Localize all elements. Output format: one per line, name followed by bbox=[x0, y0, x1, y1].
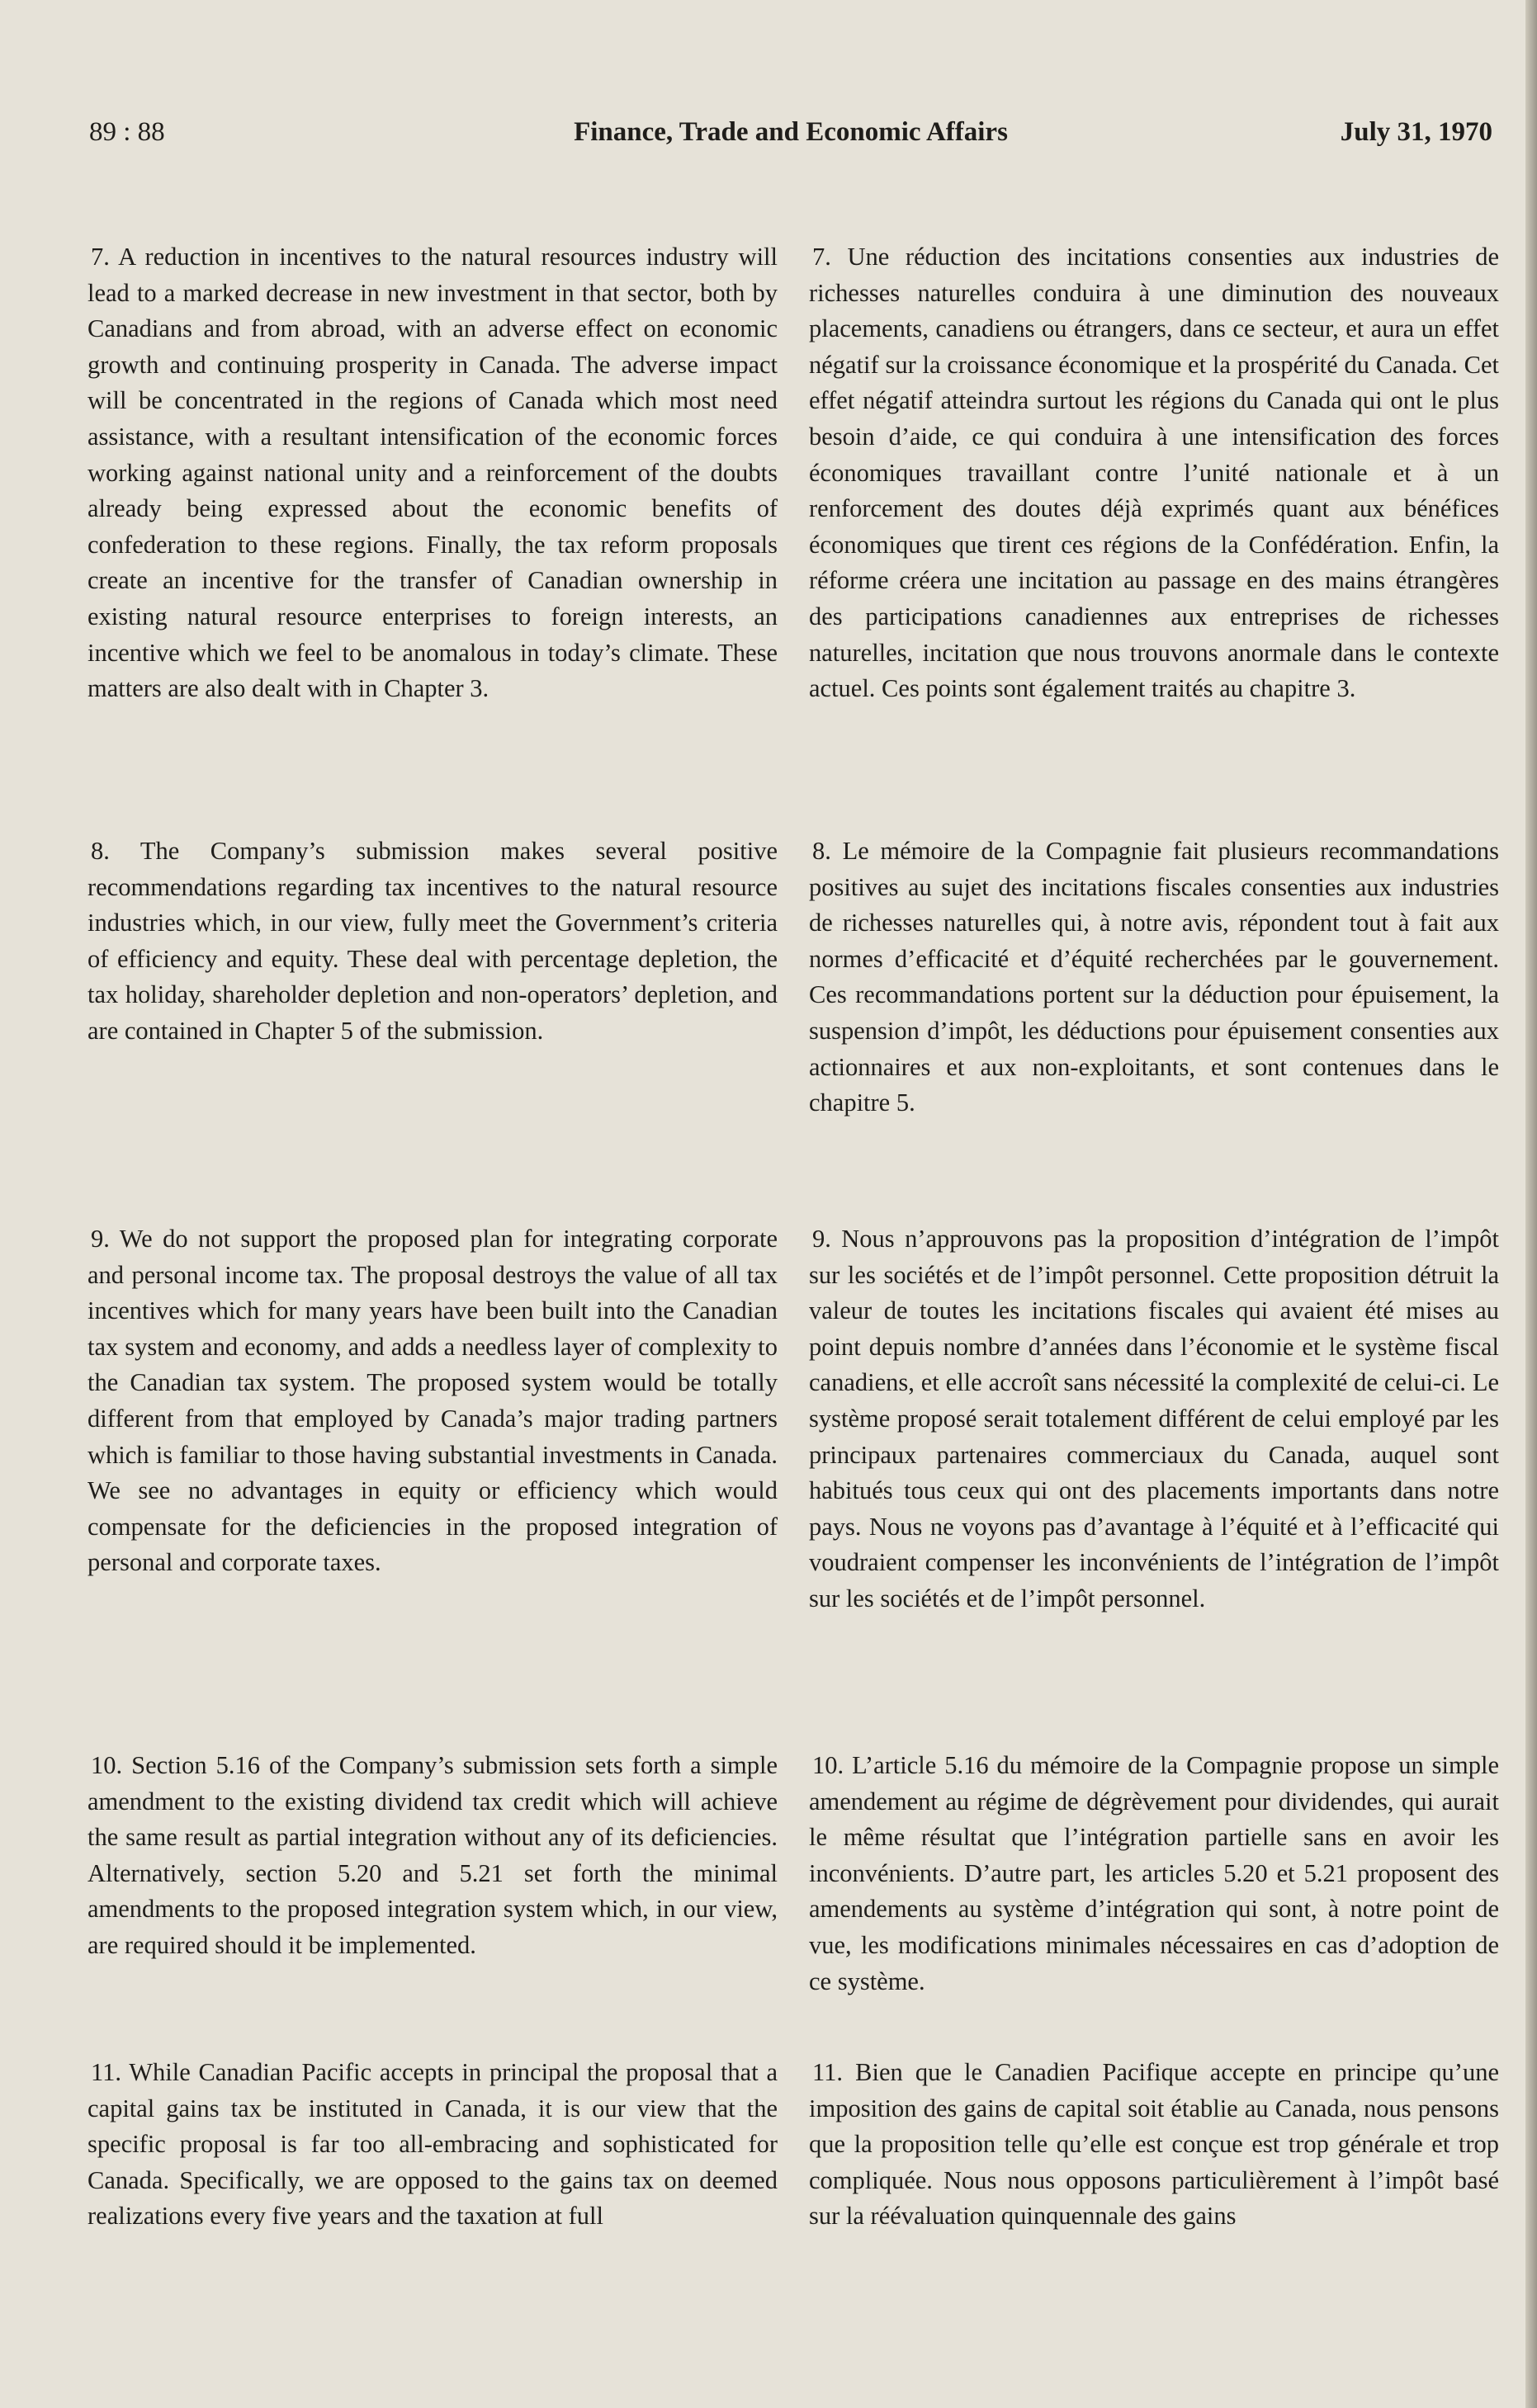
page-date: July 31, 1970 bbox=[1340, 117, 1492, 147]
page-edge bbox=[1525, 0, 1537, 2408]
french-paragraph-7: 7. Une réduction des incitations consenties aux industries de richesses naturelles conduira à une diminution des nouveaux placements, canadiens ou étrangers, dans ce secteur, et aura un effet négatif sur la croissance économique et la prospérité du Canada. Cet effet négatif atteindra surtout les régions du Canada qui ont le plus besoin d’aide, ce qui conduira à une intensification des forces économiques travaillant contre l’unité nationale et à un renforcement des doutes déjà exprimés quant aux bénéfices économiques que tirent ces régions de la Confédération. Enfin, la réforme créera une incitation au passage en des mains étrangères des participations canadiennes aux entreprises de richesses naturelles, incitation que nous trouvons anormale dans le contexte actuel. Ces points sont également traités au chapitre 3. bbox=[809, 243, 1499, 703]
english-paragraph-8: 8. The Company’s submission makes several positive recommendations regarding tax incentives to the natural resource industries which, in our view, fully meet the Government’s criteria of efficiency and equity. These deal with percentage depletion, the tax holiday, shareholder depletion and non-operators’ depletion, and are contained in Chapter 5 of the submission. bbox=[87, 837, 778, 1045]
french-paragraph-9: 9. Nous n’approuvons pas la proposition d’intégration de l’impôt sur les sociétés et de l’impôt personnel. Cette proposition détruit la valeur de toutes les incitations fiscales qui avaient été mises au point depuis nombre d’années dans l’économie et le système fiscal canadiens, et elle accroît sans nécessité la complexité de celui-ci. Le système proposé serait totalement différent de celui employé par les principaux partenaires commerciaux du Canada, auquel sont habitués tous ceux qui ont des placements importants dans notre pays. Nous ne voyons pas d’avantage à l’équité et à l’efficacité qui voudraient compenser les inconvénients de l’intégration de l’impôt sur les sociétés et de l’impôt personnel. bbox=[809, 1225, 1499, 1612]
page-title: Finance, Trade and Economic Affairs bbox=[574, 117, 1008, 147]
french-paragraph-11: 11. Bien que le Canadien Pacifique accepte en principe qu’une imposition des gains de capital soit établie au Canada, nous pensons que la proposition telle qu’elle est conçue est trop générale et trop compliquée. Nous nous opposons particulièrement à l’impôt basé sur la réévaluation quinquennale des gains bbox=[809, 2058, 1499, 2231]
english-paragraph-9: 9. We do not support the proposed plan for integrating corporate and personal income tax. The proposal destroys the value of all tax incentives which for many years have been built into the Canadian tax system and economy, and adds a needless layer of complexity to the Canadian tax system. The proposed system would be totally different from that employed by Canada’s major trading partners which is familiar to those having substantial investments in Canada. We see no advantages in equity or efficiency which would compensate for the deficiencies in the proposed integration of personal and corporate taxes. bbox=[87, 1225, 778, 1577]
english-paragraph-10: 10. Section 5.16 of the Company’s submission sets forth a simple amendment to the existing dividend tax credit which will achieve the same result as partial integration without any of its deficiencies. Alternatively, section 5.20 and 5.21 set forth the minimal amendments to the proposed integration system which, in our view, are required should it be implemented. bbox=[87, 1751, 778, 1959]
french-paragraph-10: 10. L’article 5.16 du mémoire de la Compagnie propose un simple amendement au régime de dégrèvement pour dividendes, qui aurait le même résultat que l’intégration partielle sans en avoir les inconvénients. D’autre part, les articles 5.20 et 5.21 proposent des amendements au système d’intégration qui sont, à notre point de vue, les modifications minimales nécessaires en cas d’adoption de ce système. bbox=[809, 1751, 1499, 1995]
english-paragraph-7: 7. A reduction in incentives to the natural resources industry will lead to a marked decrease in new investment in that sector, both by Canadians and from abroad, with an adverse effect on economic growth and continuing prosperity in Canada. The adverse impact will be concentrated in the regions of Canada which most need assistance, with a resultant intensification of the economic forces working against national unity and a reinforcement of the doubts already being expressed about the economic benefits of confederation to these regions. Finally, the tax reform proposals create an incentive for the transfer of Canadian ownership in existing natural resource enterprises to foreign interests, an incentive which we feel to be anomalous in today’s climate. These matters are also dealt with in Chapter 3. bbox=[87, 243, 778, 703]
french-paragraph-8: 8. Le mémoire de la Compagnie fait plusieurs recommandations positives au sujet des incitations fiscales consenties aux industries de richesses naturelles qui, à notre avis, répondent tout à fait aux normes d’efficacité et d’équité recherchées par le gouvernement. Ces recommandations portent sur la déduction pour épuisement, la suspension d’impôt, les déductions pour épuisement consenties aux actionnaires et aux non-exploitants, et sont contenues dans le chapitre 5. bbox=[809, 837, 1499, 1117]
page-number: 89 : 88 bbox=[89, 117, 165, 147]
page-header bbox=[89, 117, 1492, 158]
english-paragraph-11: 11. While Canadian Pacific accepts in principal the proposal that a capital gains tax be instituted in Canada, it is our view that the specific proposal is far too all-embracing and sophisticated for Canada. Specifically, we are opposed to the gains tax on deemed realizations every five years and the taxation at full bbox=[87, 2058, 778, 2231]
